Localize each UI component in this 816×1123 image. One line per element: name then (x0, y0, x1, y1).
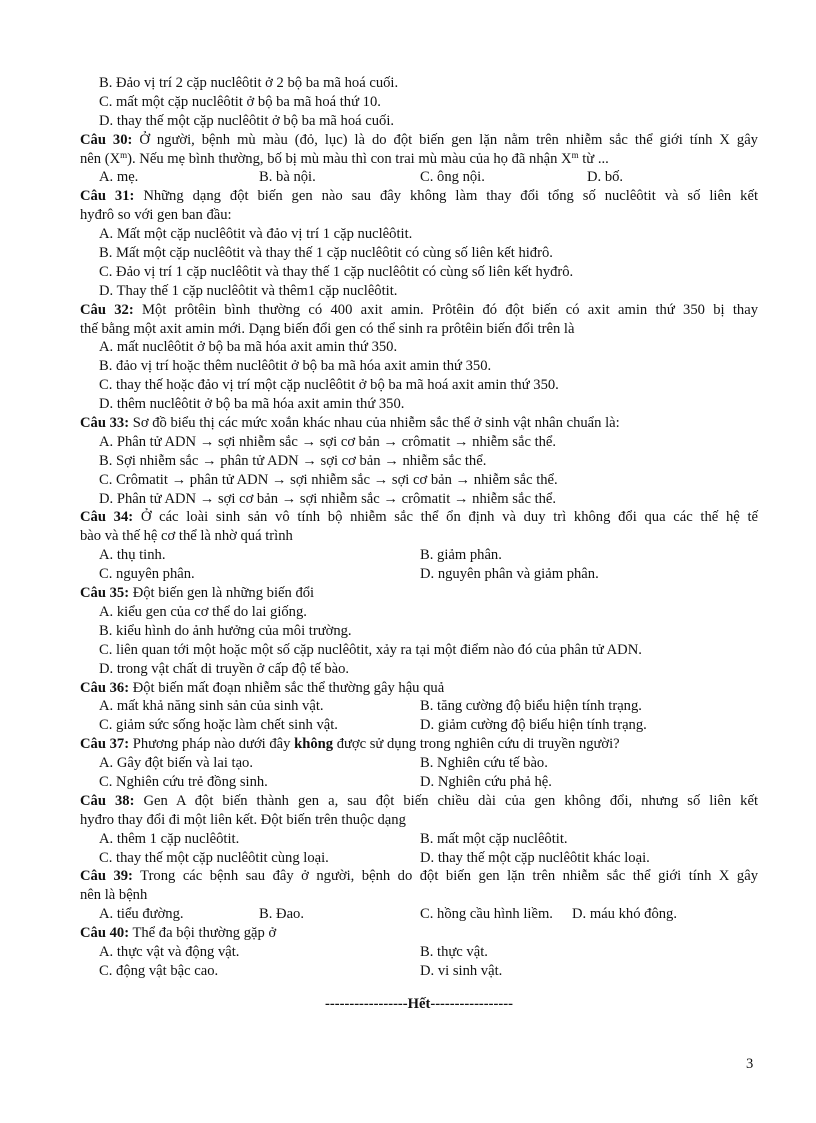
option-a: A. Phân tử ADN → sợi nhiễm sắc → sợi cơ bản → crômatit → nhiễm sắc thể. (99, 433, 557, 450)
option-c: C. động vật bậc cao. (99, 962, 219, 979)
question-35: Câu 35: Đột biến gen là những biến đổi (80, 585, 315, 602)
option-c: C. liên quan tới một hoặc một số cặp nuclêôtit, xảy ra tại một điểm nào đó của phân tử ADN. (99, 641, 642, 658)
page-number: 3 (746, 1056, 754, 1072)
option-d: D. vi sinh vật. (420, 962, 503, 979)
question-39-options (80, 905, 758, 924)
option-b: B. thực vật. (420, 943, 488, 960)
question-38: Câu 38: Gen A đột biến thành gen a, sau đột biến chiều dài của gen không đổi, nhưng số liên kết (80, 792, 758, 809)
option-c: C. mất một cặp nuclêôtit ở bộ ba mã hoá thứ 10. (99, 93, 381, 110)
end-marker: -----------------Hết----------------- (325, 995, 513, 1012)
option-b: B. Sợi nhiễm sắc → phân tử ADN → sợi cơ bản → nhiễm sắc thể. (99, 452, 487, 469)
option-b: B. kiểu hình do ảnh hưởng của môi trường. (99, 622, 352, 639)
option-b: B. bà nội. (259, 169, 316, 186)
question-38-cont: hyđro thay đổi đi một liên kết. Đột biến trên thuộc dạng (80, 811, 406, 828)
question-32-cont: thế bằng một axit amin mới. Dạng biến đổi gen có thể sinh ra prôtêin biến đổi trên là (80, 320, 575, 337)
option-d: D. thay thế một cặp nuclêôtit ở bộ ba mã hoá cuối. (99, 112, 395, 129)
question-30-cont: nên $(X^m)$. Nếu mẹ bình thường, bố bị mù màu thì con trai mù màu của họ đã nhận $X^m$ từ ... (80, 149, 609, 167)
question-37-options-2 (80, 773, 758, 792)
option-c: C. thay thế hoặc đảo vị trí một cặp nuclêôtit ở bộ ba mã hoá axit amin thứ 350. (99, 377, 559, 394)
question-36: Câu 36: Đột biến mất đoạn nhiễm sắc thể thường gây hậu quả (80, 679, 445, 696)
question-38-options-1 (80, 830, 758, 849)
option-a: A. kiểu gen của cơ thể do lai giống. (99, 603, 307, 620)
option-b: B. Đảo vị trí 2 cặp nuclêôtit ở 2 bộ ba mã hoá cuối. (99, 75, 399, 91)
option-b: B. giảm phân. (420, 547, 502, 564)
option-c: C. Nghiên cứu trẻ đồng sinh. (99, 773, 268, 790)
option-d: D. Nghiên cứu phả hệ. (420, 773, 552, 790)
question-30-options (80, 168, 758, 187)
question-34-options-2 (80, 565, 758, 584)
question-40-options-1 (80, 943, 758, 962)
option-d: D. giảm cường độ biểu hiện tính trạng. (420, 717, 647, 734)
option-d: D. Phân tử ADN → sợi cơ bản → sợi nhiễm sắc → crômatit → nhiễm sắc thể. (99, 490, 557, 507)
option-a: A. thực vật và động vật. (99, 943, 240, 960)
question-36-options-2 (80, 716, 758, 735)
option-a: A. mất nuclêôtit ở bộ ba mã hóa axit amin thứ 350. (99, 339, 398, 356)
option-b: B. Mất một cặp nuclêôtit và thay thế 1 cặp nuclêôtit có cùng số liên kết hiđrô. (99, 245, 553, 262)
question-39-cont: nên là bệnh (80, 887, 148, 904)
option-d: D. trong vật chất di truyền ở cấp độ tế bào. (99, 660, 350, 677)
option-a: A. mẹ. (99, 169, 139, 186)
option-c: C. thay thế một cặp nuclêôtit cùng loại. (99, 849, 329, 866)
question-30: Câu 30: Ở người, bệnh mù màu (đỏ, lục) là do đột biến gen lặn nằm trên nhiễm sắc thể giới tính X gây (80, 131, 758, 148)
question-40-options-2 (80, 962, 758, 981)
option-a: A. Mất một cặp nuclêôtit và đảo vị trí 1 cặp nuclêôtit. (99, 226, 413, 243)
option-b: B. đảo vị trí hoặc thêm nuclêôtit ở bộ ba mã hóa axit amin thứ 350. (99, 358, 492, 375)
option-b: B. tăng cường độ biểu hiện tính trạng. (420, 698, 642, 715)
option-b: B. Đao. (259, 906, 304, 923)
question-37-options-1 (80, 754, 758, 773)
option-c: C. Đảo vị trí 1 cặp nuclêôtit và thay thế 1 cặp nuclêôtit có cùng số liên kết hyđrô. (99, 263, 574, 280)
option-d: D. bố. (587, 169, 624, 186)
option-c: C. Crômatit → phân tử ADN → sợi nhiễm sắc → sợi cơ bản → nhiễm sắc thể. (99, 471, 558, 488)
question-34-cont: bào và thế hệ cơ thể là nhờ quá trình (80, 528, 293, 545)
option-c: C. hồng cầu hình liềm. (420, 906, 553, 923)
question-37: Câu 37: Phương pháp nào dưới đây không được sử dụng trong nghiên cứu di truyền người? (80, 736, 620, 753)
question-36-options-1 (80, 697, 758, 716)
option-c: C. giảm sức sống hoặc làm chết sinh vật. (99, 717, 338, 734)
question-34-options-1 (80, 546, 758, 565)
question-32: Câu 32: Một prôtêin bình thường có 400 axit amin. Prôtêin đó đột biến có axit amin thứ 350 bị thay (80, 301, 758, 318)
question-38-options-2 (80, 849, 758, 868)
option-c: C. nguyên phân. (99, 566, 195, 583)
question-39: Câu 39: Trong các bệnh sau đây ở người, bệnh do đột biến gen lặn trên nhiễm sắc thể giới tính X gây (80, 868, 759, 885)
option-c: C. ông nội. (420, 169, 485, 186)
option-a: A. mất khả năng sinh sản của sinh vật. (99, 698, 324, 715)
option-a: A. thụ tinh. (99, 547, 166, 564)
option-d: D. nguyên phân và giảm phân. (420, 566, 599, 583)
option-d: D. thêm nuclêôtit ở bộ ba mã hóa axit amin thứ 350. (99, 396, 405, 413)
option-a: A. Gây đột biến và lai tạo. (99, 755, 254, 772)
option-d: D. thay thế một cặp nuclêôtit khác loại. (420, 849, 650, 866)
option-d: D. Thay thế 1 cặp nuclêôtit và thêm1 cặp nuclêôtit. (99, 282, 398, 299)
option-a: A. tiểu đường. (99, 906, 184, 923)
question-31-cont: hyđrô so với gen ban đầu: (80, 207, 232, 224)
question-33: Câu 33: Sơ đồ biểu thị các mức xoắn khác nhau của nhiễm sắc thể ở sinh vật nhân chuẩn là: (80, 415, 620, 432)
question-34: Câu 34: Ở các loài sinh sản vô tính bộ nhiễm sắc thể ổn định và duy trì không đổi qua các thế hệ tế (80, 509, 758, 526)
option-b: B. mất một cặp nuclêôtit. (420, 830, 568, 847)
exam-page (80, 74, 758, 1014)
question-40: Câu 40: Thể đa bội thường gặp ở (80, 925, 277, 942)
option-b: B. Nghiên cứu tế bào. (420, 755, 548, 772)
option-a: A. thêm 1 cặp nuclêôtit. (99, 830, 240, 847)
option-d: D. máu khó đông. (572, 906, 677, 923)
question-31: Câu 31: Những dạng đột biến gen nào sau đây không làm thay đổi tổng số nuclêôtit và số liên kết (80, 188, 758, 205)
